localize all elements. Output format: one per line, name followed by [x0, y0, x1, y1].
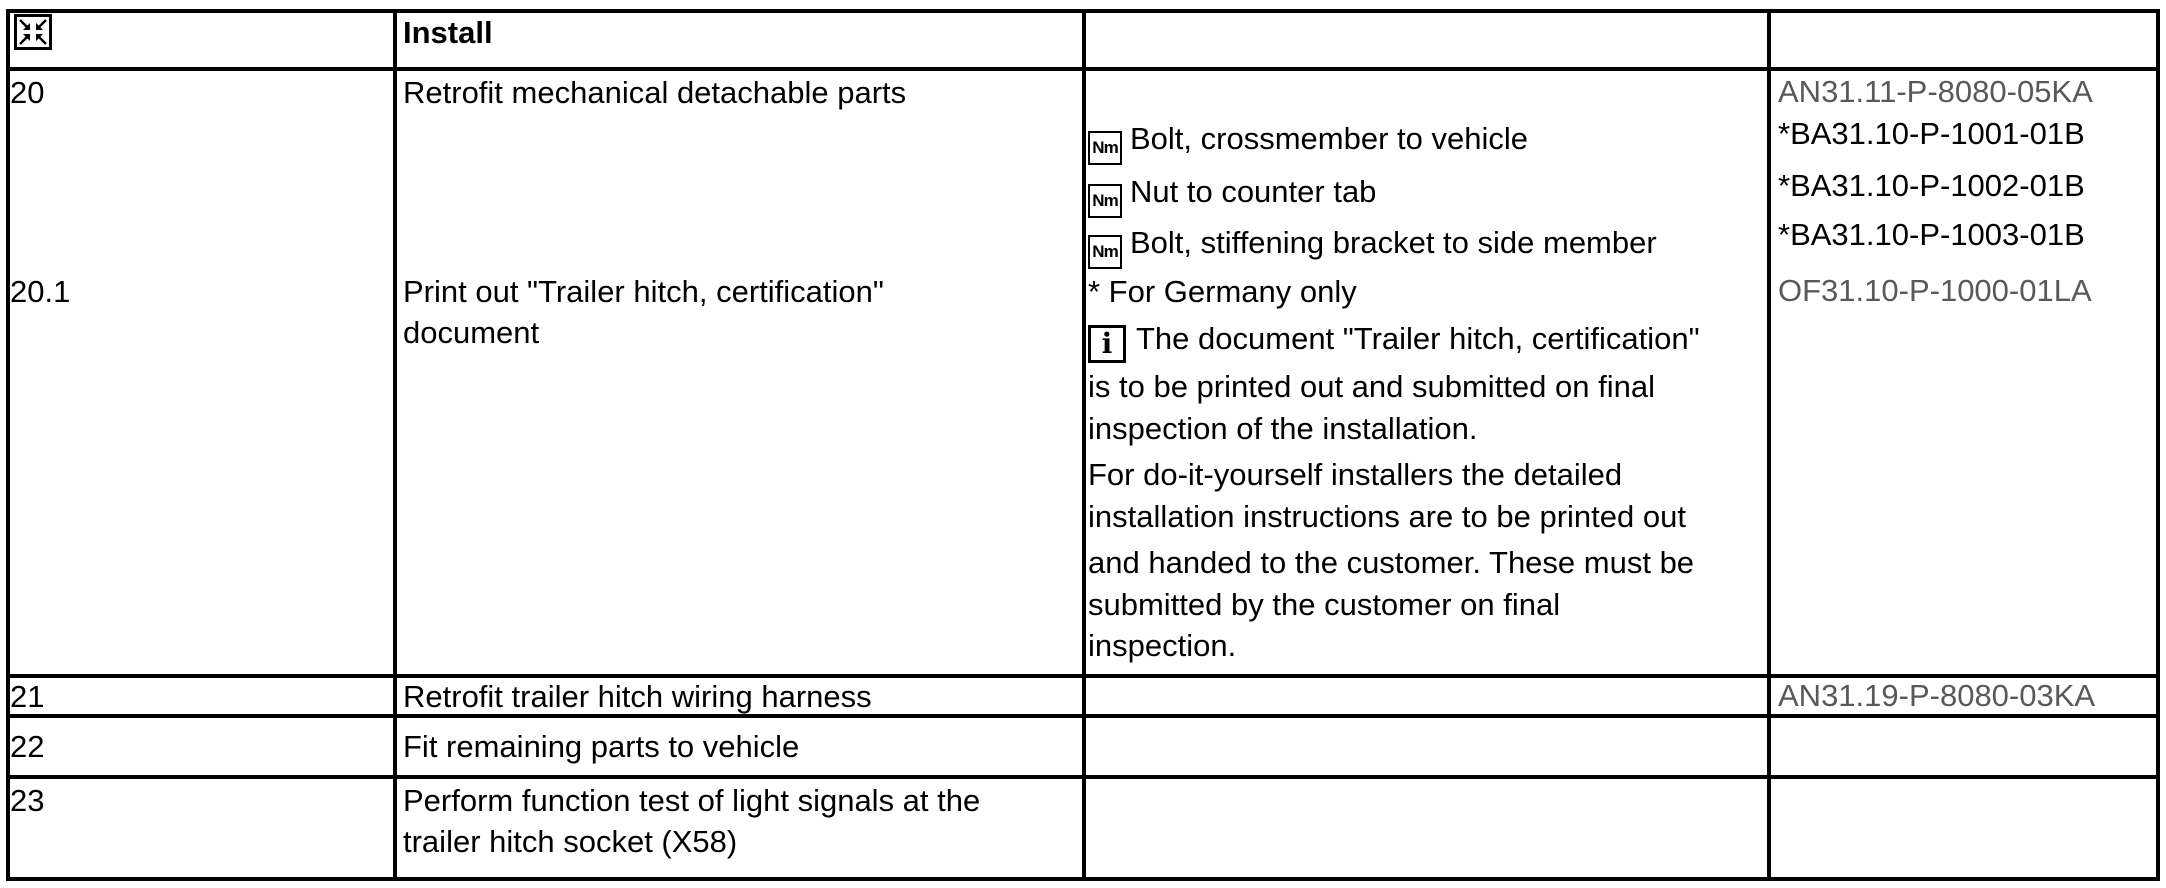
step-action: Fit remaining parts to vehicle — [403, 729, 800, 764]
step-action-line: Perform function test of light signals at the — [403, 783, 981, 818]
info-text-line: For do-it-yourself installers the detailed — [1088, 457, 1623, 492]
step-number: 21 — [10, 679, 45, 714]
footnote: * For Germany only — [1088, 274, 1357, 309]
step-action-line: trailer hitch socket (X58) — [403, 824, 738, 859]
step-action-line: Print out "Trailer hitch, certification" — [403, 274, 884, 309]
info-text-line: installation instructions are to be printed out — [1088, 499, 1686, 534]
torque-note-text: Bolt, crossmember to vehicle — [1130, 121, 1528, 156]
info-text-line: The document "Trailer hitch, certification" — [1136, 321, 1700, 356]
torque-note — [1088, 222, 1657, 269]
reference-link[interactable]: *BA31.10-P-1003-01B — [1778, 217, 2085, 252]
reference-link[interactable]: OF31.10-P-1000-01LA — [1778, 273, 2092, 308]
torque-note-text: Nut to counter tab — [1130, 174, 1377, 209]
info-text-line: inspection. — [1088, 628, 1237, 663]
info-text-line: submitted by the customer on final — [1088, 587, 1561, 622]
reference-link[interactable]: *BA31.10-P-1001-01B — [1778, 116, 2085, 151]
info-icon: i — [1088, 325, 1126, 363]
info-text-line: inspection of the installation. — [1088, 411, 1478, 446]
step-action: Retrofit trailer hitch wiring harness — [403, 679, 872, 714]
torque-note-text: Bolt, stiffening bracket to side member — [1130, 225, 1657, 260]
reference-link[interactable]: AN31.19-P-8080-03KA — [1778, 678, 2096, 713]
step-number: 20.1 — [10, 274, 71, 309]
column-divider — [393, 9, 397, 881]
info-text-line: is to be printed out and submitted on final — [1088, 369, 1655, 404]
step-number: 20 — [10, 75, 45, 110]
step-action-line: document — [403, 315, 540, 350]
step-action: Retrofit mechanical detachable parts — [403, 75, 907, 110]
torque-note — [1088, 118, 1528, 165]
column-divider — [1082, 9, 1086, 881]
torque-nm-icon: Nm — [1088, 235, 1122, 269]
column-divider — [1767, 9, 1771, 881]
column-divider — [2156, 9, 2160, 881]
step-number: 23 — [10, 783, 45, 818]
info-note — [1088, 318, 1700, 363]
section-title: Install — [403, 15, 493, 50]
torque-nm-icon: Nm — [1088, 184, 1122, 218]
reference-link[interactable]: *BA31.10-P-1002-01B — [1778, 168, 2085, 203]
torque-nm-icon: Nm — [1088, 131, 1122, 165]
reference-link[interactable]: AN31.11-P-8080-05KA — [1778, 74, 2093, 109]
info-text-line: and handed to the customer. These must be — [1088, 545, 1695, 580]
collapse-arrows-icon[interactable] — [14, 14, 52, 50]
step-number: 22 — [10, 729, 45, 764]
torque-note — [1088, 171, 1376, 218]
